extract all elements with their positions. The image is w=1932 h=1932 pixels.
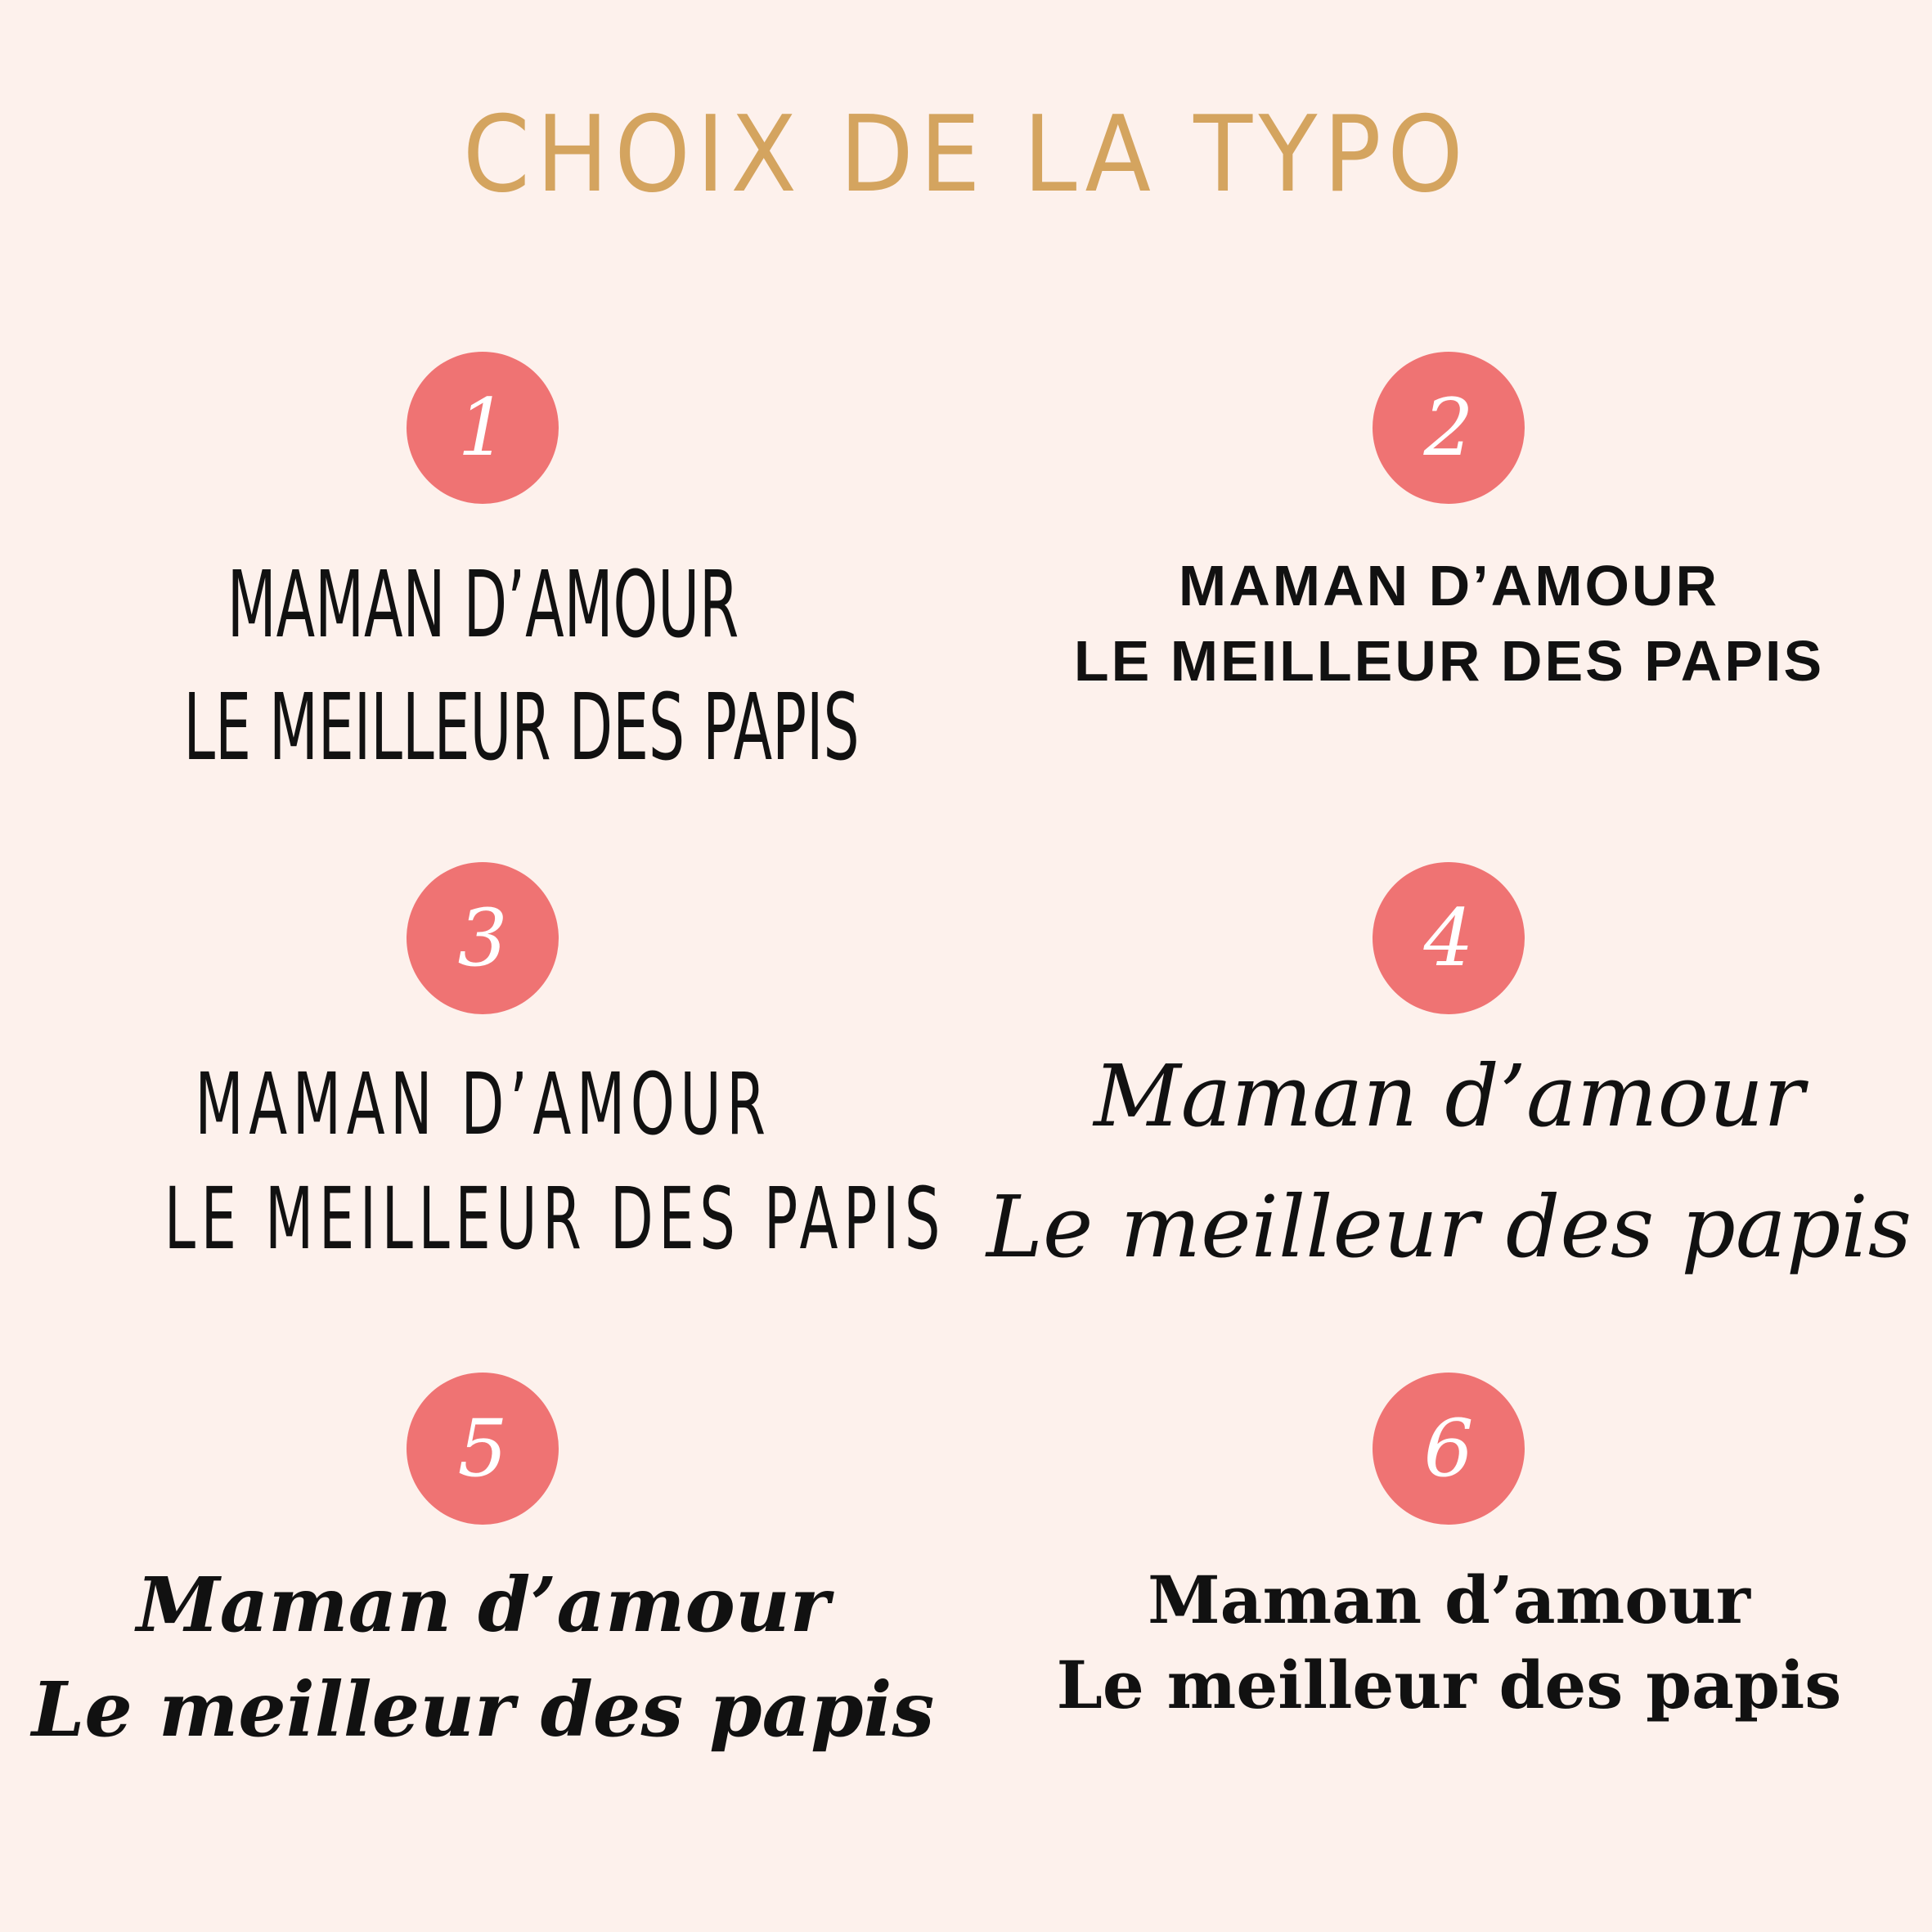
sample-line-2: LE MEILLEUR DES PAPIS <box>183 675 860 781</box>
sample-line-1: Maman d’amour <box>1094 1046 1804 1146</box>
sample-line-2: Le meilleur des papis <box>1056 1647 1842 1723</box>
sample-line-1: MAMAN D’AMOUR <box>1178 554 1720 618</box>
font-sample <box>183 544 860 789</box>
option-number-badge: 4 <box>1373 862 1525 1014</box>
sample-line-2: Le meilleur des papis <box>31 1665 935 1754</box>
page-title: CHOIX DE LA TYPO <box>462 94 1470 216</box>
sample-line-2: Le meilleur des papis <box>986 1177 1912 1277</box>
font-sample <box>966 548 1932 699</box>
option-number-badge: 3 <box>407 862 559 1014</box>
font-sample <box>0 1552 966 1762</box>
sample-line-2: LE MEILLEUR DES PAPIS <box>164 1169 946 1269</box>
font-sample <box>966 1031 1932 1292</box>
sample-line-1: Maman d’amour <box>1148 1561 1750 1638</box>
option-number-badge: 5 <box>407 1373 559 1525</box>
font-sample <box>966 1557 1932 1728</box>
sample-line-1: MAMAN D’AMOUR <box>195 1054 771 1154</box>
option-number-badge: 1 <box>407 352 559 504</box>
font-sample <box>164 1047 946 1276</box>
sample-line-2: LE MEILLEUR DES PAPIS <box>1073 629 1825 693</box>
option-number-badge: 6 <box>1373 1373 1525 1525</box>
sample-line-1: MAMAN D’AMOUR <box>227 552 739 658</box>
sample-line-1: Maman d’amour <box>136 1561 830 1649</box>
option-number-badge: 2 <box>1373 352 1525 504</box>
